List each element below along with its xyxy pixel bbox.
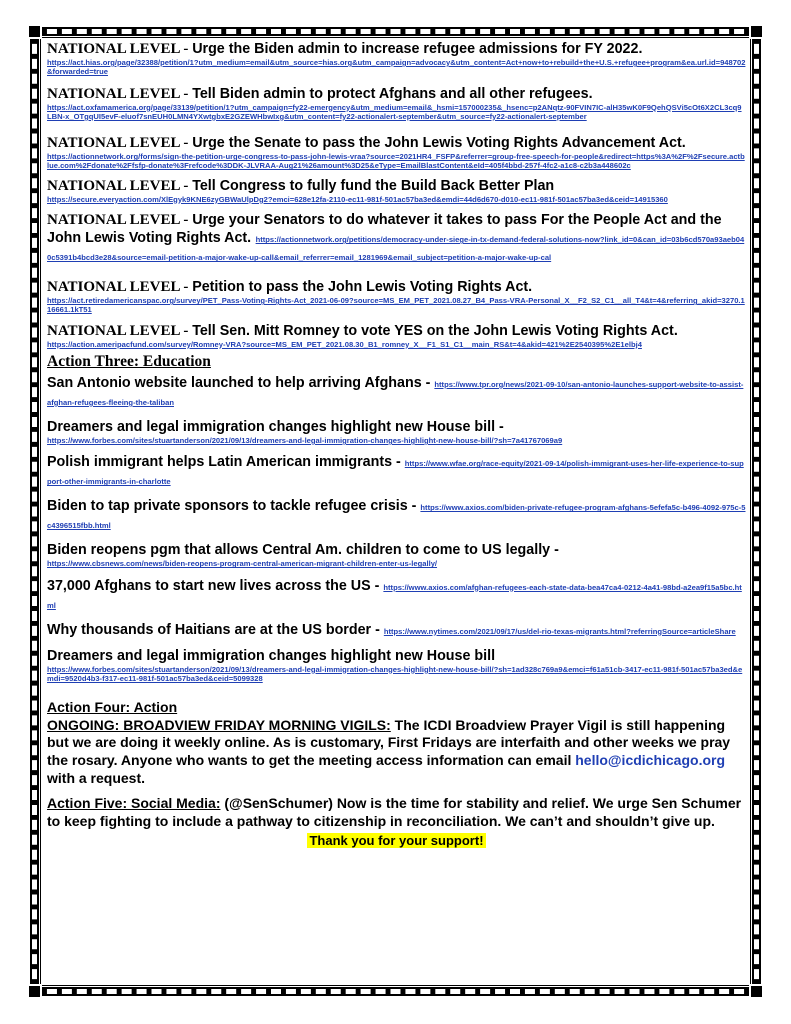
petition-link[interactable]: https://act.retiredamericanspac.org/survey/PET_Pass-Voting-Rights-Act_2021-06-09?source=MS_EM_PET_2021.08.27_B4_Pass-VRA-Personal_X__F2_S2_C1__all_T4&t=4&referring_akid=3270.116661.1kT51 [47,296,745,315]
page-border [30,27,761,996]
news-link[interactable]: https://www.axios.com/afghan-refugees-each-state-data-bea47ca4-0212-4a41-98bd-a2ea9f15a5bc.html [47,582,742,610]
national-title: Urge the Senate to pass the John Lewis Voting Rights Advancement Act. [192,135,686,152]
action-four-heading: Action Four: Action [47,699,178,716]
border-corner [749,984,764,999]
news-title: Biden reopens pgm that allows Central Am. children to come to US legally - [47,542,559,559]
thanks-text: Thank you for your support! [309,833,484,849]
news-title: Dreamers and legal immigration changes highlight new House bill - [47,418,504,435]
news-title: San Antonio website launched to help arriving Afghans - [47,374,435,391]
news-title: Why thousands of Haitians are at the US border - [47,621,384,638]
petition-link[interactable]: https://action.ameripacfund.com/survey/Romney-VRA?source=MS_EM_PET_2021.08.30_B1_romney_X__F1_S1_C1__main_RS&t=4&akid=421%2E2540395%2E1elbj4 [47,339,642,349]
news-link[interactable]: https://www.forbes.com/sites/stuartanderson/2021/09/13/dreamers-and-legal-immigration-changes-highlight-new-house-bill/?sh=1ad328c769a9&emci=f61a51cb-3417-ec11-981f-501ac57ba3ed&emdi=9520d4b3-f317-ec11-981f-501ac57ba3ed&ceid=5099328 [47,664,743,683]
vigil-body-end: with a request. [47,769,146,786]
news-link[interactable]: https://www.wfae.org/race-equity/2021-09-14/polish-immigrant-uses-her-life-experience-to-support-other-immigrants-in-charlotte [47,459,744,487]
national-title: Urge the Biden admin to increase refugee admissions for FY 2022. [192,41,643,57]
news-link[interactable]: https://www.tpr.org/news/2021-09-10/san-antonio-launches-support-website-to-assist-afghan-refugees-fleeing-the-taliban [47,379,744,407]
news-link[interactable]: https://www.axios.com/biden-private-refugee-program-afghans-5efefa5c-b496-4092-975c-5c4396515fbb.html [47,503,746,531]
national-prefix: NATIONAL LEVEL - [47,212,193,229]
national-title: Tell Biden admin to protect Afghans and all other refugees. [192,85,593,102]
news-item [47,453,746,489]
news-item [47,541,746,568]
action-five-heading: Action Five: Social Media: [47,795,221,812]
news-link[interactable]: https://www.cbsnews.com/news/biden-reopens-program-central-american-migrant-children-enter-us-legally/ [47,559,438,569]
thanks-line [47,832,746,850]
national-item [47,278,746,315]
news-item [47,621,746,639]
national-prefix: NATIONAL LEVEL - [47,322,193,339]
vigil-paragraph [47,717,746,787]
petition-link[interactable]: https://act.hias.org/page/32388/petition/1?utm_medium=email&utm_source=hias.org&utm_campaign=advocacy&utm_content=Act+now+to+rebuild+the+U.S.+refugee+program&ea.url.id=948702&forwarded=true [47,58,746,77]
national-prefix: NATIONAL LEVEL - [47,41,193,57]
national-item [47,40,746,77]
national-item [47,322,746,349]
petition-link[interactable]: https://secure.everyaction.com/XlEgyk9KNE6zyGBWaUlpDg2?emci=628e12fa-2110-ec11-981f-501ac57ba3ed&emdi=44d6d670-d010-ec11-981f-501ac57ba3ed&ceid=14915360 [47,194,668,204]
news-item [47,497,746,533]
national-item [47,177,746,204]
news-item [47,577,746,613]
news-title: 37,000 Afghans to start new lives across the US - [47,577,384,594]
news-item [47,374,746,410]
contact-email-link[interactable]: hello@icdichicago.org [575,751,726,768]
social-media-paragraph [47,795,746,830]
news-item [47,418,746,445]
national-item [47,211,746,265]
petition-link[interactable]: https://actionnetwork.org/forms/sign-the-petition-urge-congress-to-pass-john-lewis-vraa?source=2021HR4_FSFP&referrer=group-free-speech-for-people&redirect=https%3A%2F%2Fsecure.actblue.com%2Fdonate%2Ffsfp-donate%3Frefcode%3DDK-JLVRAA-Aug21%26amount%3D25&eType=EmailBlastContent&eId=405f4bbd-257f-4fc2-a1c8-c2b3a448602c [47,152,745,171]
petition-link[interactable]: https://act.oxfamamerica.org/page/33139/petition/1?utm_campaign=fy22-emergency&utm_medium=email&_hsmi=157000235&_hsenc=p2ANqtz-90FVIN7IC-alH35wK0F9QehQSVi5cOt6X2CL3cq9LBN-x_OTgqUI5evF-eluof7snEUH0LMN4YXwtgbxE2GZEWHbwIxg&utm_content=fy22-actionalert-september&utm_source=fy22-actionalert-september [47,102,742,121]
news-link[interactable]: https://www.forbes.com/sites/stuartanderson/2021/09/13/dreamers-and-legal-immigration-changes-highlight-new-house-bill/?sh=7a41767069a9 [47,435,563,445]
news-item [47,647,746,684]
national-item [47,85,746,122]
vigil-body: The ICDI Broadview Prayer Vigil is still happening but we are doing it weekly online. As is customary, First Fridays are interfaith and other weeks we pray the rosary. Anyone who wants to get the meeting access information can email [47,716,731,768]
petition-link[interactable]: https://actionnetwork.org/petitions/democracy-under-siege-in-tx-demand-federal-solutions-now?link_id=0&can_id=03b6cd570a93aeb040c5391b4bcd3e28&source=email-petition-a-major-wake-up-call&email_referrer=email_1281969&email_subject=petition-a-major-wake-up-cal [47,235,745,263]
action-three-heading: Action Three: Education [47,352,211,370]
national-prefix: NATIONAL LEVEL - [47,85,193,102]
national-title: Tell Congress to fully fund the Build Back Better Plan [192,177,555,194]
news-link[interactable]: https://www.nytimes.com/2021/09/17/us/del-rio-texas-migrants.html?referringSource=articleShare [383,626,736,636]
national-item [47,134,746,171]
national-prefix: NATIONAL LEVEL - [47,135,193,152]
news-title: Polish immigrant helps Latin American immigrants - [47,454,405,471]
national-title: Tell Sen. Mitt Romney to vote YES on the John Lewis Voting Rights Act. [192,322,678,339]
news-title: Dreamers and legal immigration changes highlight new House bill [47,647,496,664]
national-prefix: NATIONAL LEVEL - [47,177,193,194]
national-title: Petition to pass the John Lewis Voting Rights Act. [192,279,533,296]
national-title: Urge your Senators to do whatever it takes to pass For the People Act and the John Lewis Voting Rights Act. [47,212,722,247]
border-corner [27,984,42,999]
news-title: Biden to tap private sponsors to tackle refugee crisis - [47,498,421,515]
border-corner [749,24,764,39]
action-five-body: (@SenSchumer) Now is the time for stability and relief. We urge Sen Schumer to keep fighting to include a pathway to citizenship in reconciliation. We can’t and shouldn’t give up. [47,795,742,829]
border-corner [27,24,42,39]
national-prefix: NATIONAL LEVEL - [47,279,193,296]
vigil-subheading: ONGOING: BROADVIEW FRIDAY MORNING VIGILS: [47,716,391,733]
newsletter-content [47,40,746,850]
